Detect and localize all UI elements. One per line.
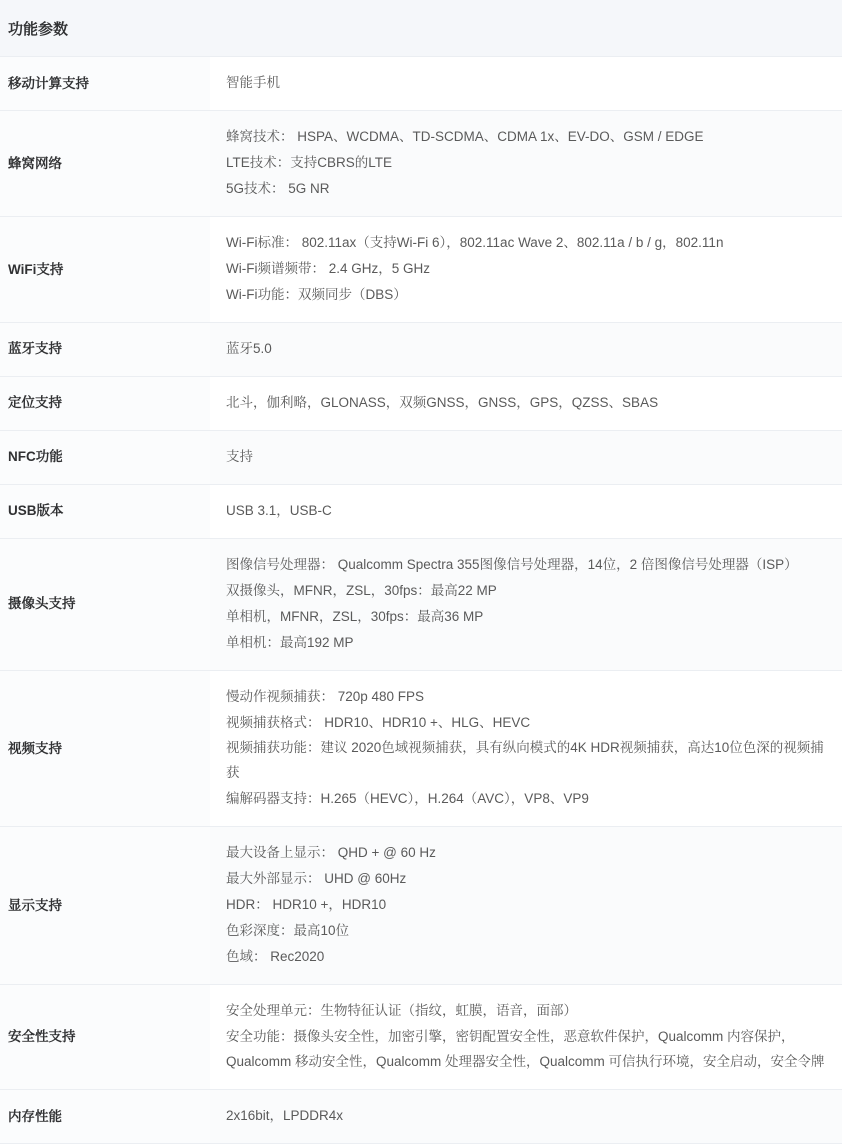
row-value [210, 216, 842, 322]
table-row [0, 57, 842, 111]
value-line: USB 3.1，USB-C [226, 502, 332, 518]
row-label: 摄像头支持 [0, 538, 210, 670]
value-line: 视频捕获功能：建议 2020色域视频捕获，具有纵向模式的4K HDR视频捕获，高达10位色深的视频捕获 [226, 740, 824, 781]
value-line: Wi-Fi功能：双频同步（DBS） [226, 286, 407, 302]
table-row [0, 1090, 842, 1144]
table-row [0, 538, 842, 670]
row-label: 蓝牙支持 [0, 322, 210, 376]
value-line: 北斗，伽利略，GLONASS，双频GNSS，GNSS，GPS，QZSS、SBAS [226, 394, 659, 410]
value-line: 单相机，MFNR，ZSL，30fps：最高36 MP [226, 608, 484, 624]
table-row [0, 216, 842, 322]
table-row [0, 376, 842, 430]
value-line: 支持 [226, 448, 253, 464]
row-value [210, 670, 842, 827]
value-line: LTE技术：支持CBRS的LTE [226, 154, 393, 170]
value-line: 蓝牙5.0 [226, 340, 272, 356]
row-label: 定位支持 [0, 376, 210, 430]
row-label: USB版本 [0, 484, 210, 538]
value-line: 2x16bit，LPDDR4x [226, 1108, 344, 1124]
row-value [210, 985, 842, 1090]
value-line: HDR： HDR10 +，HDR10 [226, 897, 387, 913]
value-line: 编解码器支持：H.265（HEVC），H.264（AVC），VP8、VP9 [226, 791, 589, 807]
value-line: 色彩深度：最高10位 [226, 923, 350, 939]
row-label: 蜂窝网络 [0, 110, 210, 216]
value-line: Wi-Fi频谱频带： 2.4 GHz，5 GHz [226, 260, 431, 276]
value-line: 5G技术： 5G NR [226, 180, 330, 196]
table-header-value [210, 0, 842, 57]
table-row [0, 322, 842, 376]
value-line: 安全处理单元：生物特征认证（指纹，虹膜，语音，面部） [226, 1003, 577, 1019]
value-line: 视频捕获格式： HDR10、HDR10 +、HLG、HEVC [226, 714, 531, 730]
table-body [0, 57, 842, 1144]
value-line: 图像信号处理器： Qualcomm Spectra 355图像信号处理器，14位，2 倍图像信号处理器（ISP） [226, 556, 798, 572]
value-line: 最大外部显示： UHD @ 60Hz [226, 871, 407, 887]
table-row [0, 110, 842, 216]
table-header-label: 功能参数 [0, 0, 210, 57]
row-label: 移动计算支持 [0, 57, 210, 111]
table-header-row [0, 0, 842, 57]
table-row [0, 827, 842, 985]
row-label: WiFi支持 [0, 216, 210, 322]
row-value [210, 827, 842, 985]
value-line: 智能手机 [226, 75, 280, 90]
row-value [210, 538, 842, 670]
row-value [210, 376, 842, 430]
row-value [210, 484, 842, 538]
row-label: 显示支持 [0, 827, 210, 985]
row-label: NFC功能 [0, 430, 210, 484]
row-value [210, 57, 842, 111]
row-value [210, 322, 842, 376]
row-value [210, 1090, 842, 1144]
table-row [0, 484, 842, 538]
value-line: 最大设备上显示： QHD + @ 60 Hz [226, 845, 436, 861]
table-row [0, 985, 842, 1090]
row-label: 视频支持 [0, 670, 210, 827]
value-line: 单相机：最高192 MP [226, 634, 354, 650]
table-header [0, 0, 842, 57]
row-value [210, 430, 842, 484]
value-line: 蜂窝技术： HSPA、WCDMA、TD-SCDMA、CDMA 1x、EV-DO、GSM / EDGE [226, 128, 704, 144]
row-value [210, 110, 842, 216]
table-row [0, 430, 842, 484]
value-line: 双摄像头，MFNR，ZSL，30fps：最高22 MP [226, 582, 497, 598]
value-line: Wi-Fi标准： 802.11ax（支持Wi-Fi 6），802.11ac Wave 2、802.11a / b / g，802.11n [226, 234, 724, 250]
row-label: 安全性支持 [0, 985, 210, 1090]
value-line: 色域： Rec2020 [226, 949, 325, 965]
table-row [0, 670, 842, 827]
value-line: 安全功能：摄像头安全性，加密引擎，密钥配置安全性，恶意软件保护，Qualcomm 内容保护，Qualcomm 移动安全性，Qualcomm 处理器安全性，Qualcomm 可信执行环境，安全启动，安全令牌 [226, 1029, 825, 1070]
value-line: 慢动作视频捕获： 720p 480 FPS [226, 688, 425, 704]
row-label: 内存性能 [0, 1090, 210, 1144]
